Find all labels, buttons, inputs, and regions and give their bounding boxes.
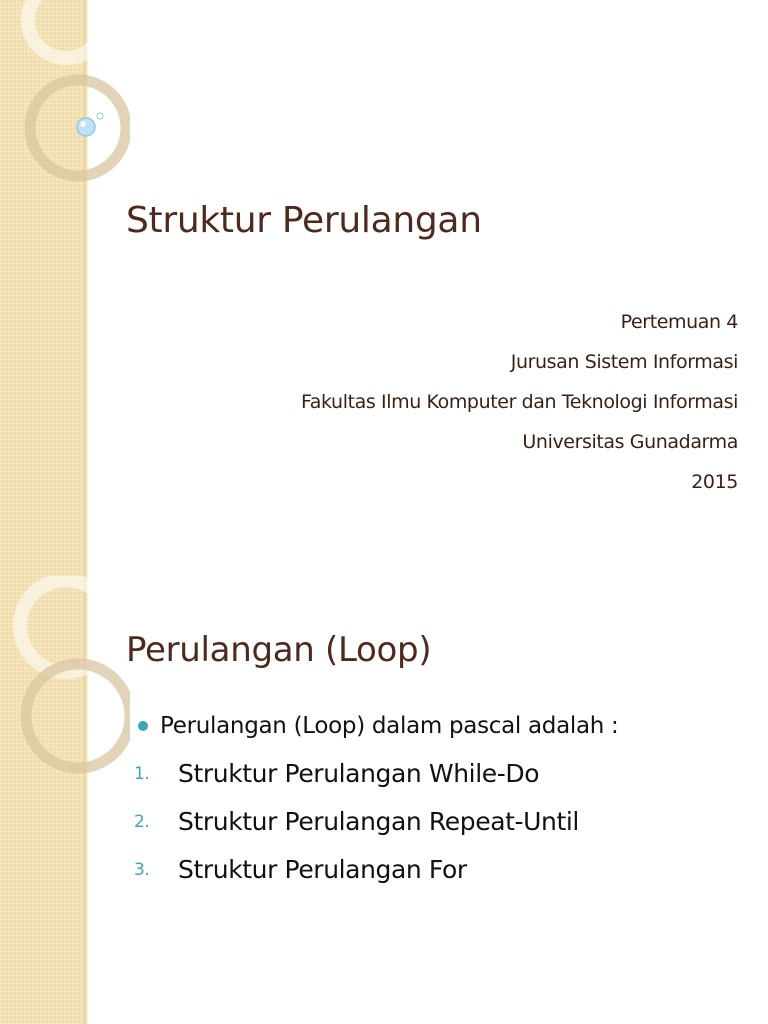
- item-number: 2.: [134, 812, 150, 832]
- numbered-item: [134, 850, 619, 898]
- item-text: Struktur Perulangan While-Do: [178, 759, 540, 788]
- slide-content: [0, 576, 768, 1024]
- bullet-item: [134, 706, 619, 754]
- slide-title-text: Perulangan (Loop): [126, 630, 432, 670]
- ring-decoration: [0, 576, 130, 776]
- item-number: 1.: [134, 764, 150, 784]
- item-number: 3.: [134, 860, 150, 880]
- content-list: [134, 706, 619, 898]
- subtitle-line: Universitas Gunadarma: [522, 431, 738, 453]
- item-text: Struktur Perulangan For: [178, 855, 467, 884]
- bullet-dot-icon: [138, 721, 148, 731]
- subtitle-line: Pertemuan 4: [620, 311, 738, 333]
- numbered-item: [134, 754, 619, 802]
- ring-decoration: [0, 0, 130, 200]
- subtitle-line: Jurusan Sistem Informasi: [510, 351, 738, 373]
- subtitle-block: [301, 302, 738, 502]
- bullet-text: Perulangan (Loop) dalam pascal adalah :: [160, 713, 619, 739]
- numbered-item: [134, 802, 619, 850]
- item-text: Struktur Perulangan Repeat-Until: [178, 807, 579, 836]
- subtitle-line: 2015: [691, 471, 738, 493]
- slide-title-text: Struktur Perulangan: [126, 200, 482, 241]
- subtitle-line: Fakultas Ilmu Komputer dan Teknologi Informasi: [301, 391, 738, 413]
